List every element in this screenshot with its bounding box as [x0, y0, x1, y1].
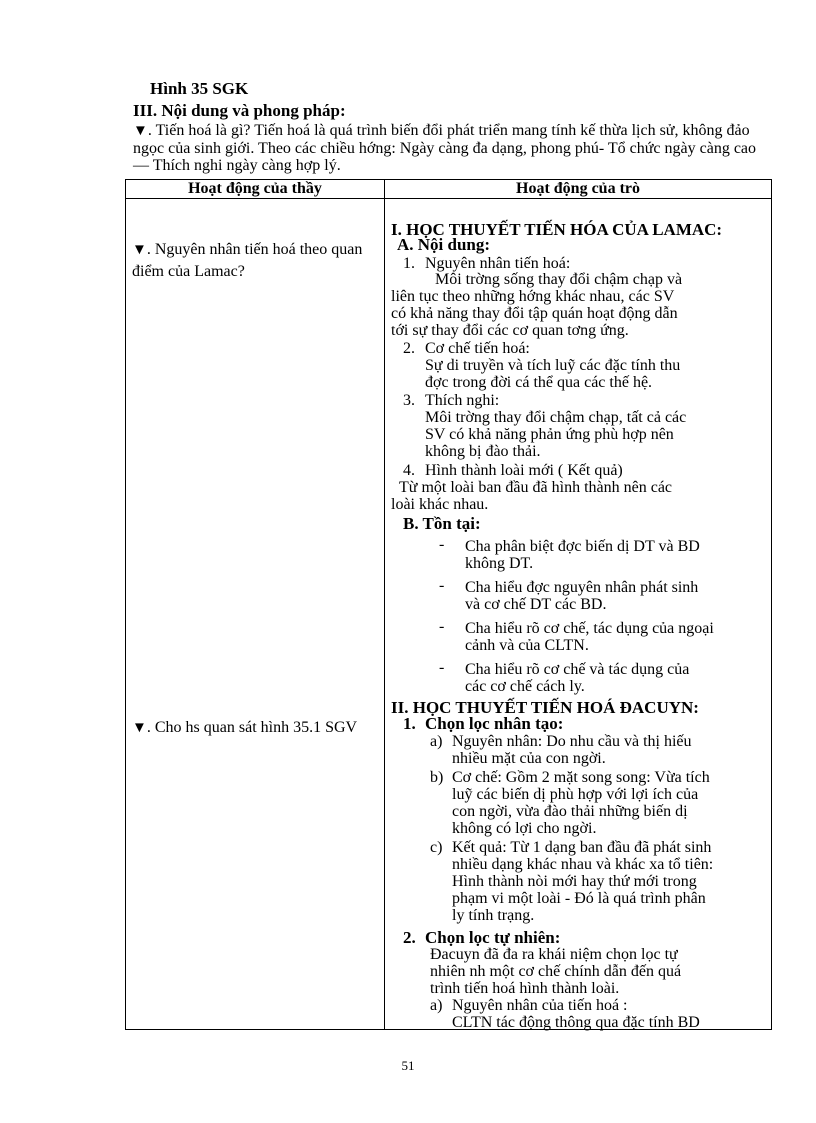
limitation-2-line: và cơ chế DT các BD. — [465, 596, 607, 613]
figure-reference: Hình 35 SGK — [150, 79, 249, 98]
intro-paragraph — [133, 122, 773, 174]
triangle-bullet-icon: ▼ — [132, 242, 147, 258]
sub-item-b-line: luỹ các biến dị phù hợp với lợi ích của — [452, 786, 699, 803]
limitation-1-line: Cha phân biệt đợc biến dị DT và BD — [465, 538, 700, 555]
sub-item-c: c) Kết quả: Từ 1 dạng ban đầu đã phát sinh — [430, 839, 712, 856]
item-4: 4. Hình thành loài mới ( Kết quả) — [403, 462, 623, 479]
artificial-selection-item: 1. Chọn lọc nhân tạo: — [403, 714, 564, 733]
item-3-line: không bị đào thải. — [425, 443, 541, 460]
natural-selection-line: Đacuyn đã đa ra khái niệm chọn lọc tự — [430, 946, 678, 963]
dash-bullet: - — [439, 536, 445, 553]
item-2: 2. Cơ chế tiến hoá: — [403, 340, 530, 357]
dash-bullet: - — [439, 659, 445, 676]
natural-selection-line: nhiên nh một cơ chế chính dẫn đến quá — [430, 963, 682, 980]
limitation-2-line: Cha hiểu đợc nguyên nhân phát sinh — [465, 579, 699, 596]
item-3: 3. Thích nghi: — [403, 392, 500, 409]
sub-item-b-line: con ngời, vừa đào thải những biến dị — [452, 803, 688, 820]
item-1-line: tới sự thay đổi các cơ quan tơng ứng. — [391, 322, 629, 339]
header-teacher: Hoạt động của thầy — [126, 180, 385, 199]
sub-item-a2-line: CLTN tác động thông qua đặc tính BD — [452, 1014, 700, 1031]
sub-item-a-line: nhiều mặt của con ngời. — [452, 750, 606, 767]
triangle-bullet-icon: ▼ — [132, 720, 147, 736]
section-2-title: II. HỌC THUYẾT TIẾN HOÁ ĐACUYN: — [391, 698, 699, 717]
natural-selection-line: trình tiến hoá hình thành loài. — [430, 980, 620, 997]
sub-item-c-line: phạm vi một loài - Đó là quá trình phân — [452, 890, 706, 907]
sub-item-c-line: Hình thành nòi mới hay thứ mới trong — [452, 873, 697, 890]
limitation-4-line: các cơ chế cách ly. — [465, 678, 585, 695]
limitation-1-line: không DT. — [465, 555, 534, 572]
dash-bullet: - — [439, 618, 445, 635]
section-heading: III. Nội dung và phong pháp: — [133, 101, 346, 120]
teacher-column — [126, 199, 385, 1030]
student-column — [385, 199, 772, 1030]
content-title: A. Nội dung: — [397, 235, 491, 254]
item-2-line: Sự di truyền và tích luỹ các đặc tính thu — [425, 357, 681, 374]
item-3-line: SV có khả năng phản ứng phù hợp nên — [425, 426, 674, 443]
sub-item-b: b) Cơ chế: Gồm 2 mặt song song: Vừa tích — [430, 769, 710, 786]
page-number: 51 — [401, 1058, 415, 1073]
intro-text: . Tiến hoá là gì? Tiến hoá là quá trình biến đổi phát triển mang tính kế thừa lịch sử, không đảo ngọc của sinh giới. Theo các chiều hớng: Ngày càng đa dạng, phong phú- Tổ chức ngày càng cao — Thích nghi ngày càng hợp lý. — [133, 122, 757, 174]
limitations-title: B. Tồn tại: — [403, 514, 481, 533]
teacher-question-1: ▼. Nguyên nhân tiến hoá theo quan điểm của Lamac? — [132, 241, 363, 280]
item-1-line: Môi trờng sống thay đổi chậm chạp và — [435, 271, 683, 288]
sub-item-b-line: không có lợi cho ngời. — [452, 820, 597, 837]
sub-item-c-line: nhiều dạng khác nhau và khác xa tổ tiên: — [452, 856, 714, 873]
header-student: Hoạt động của trò — [385, 180, 772, 199]
teacher-question-2: ▼. Cho hs quan sát hình 35.1 SGV — [132, 719, 358, 736]
item-4-line: Từ một loài ban đầu đã hình thành nên các — [399, 479, 673, 496]
item-4-line: loài khác nhau. — [391, 496, 489, 513]
activity-table — [125, 179, 772, 1030]
item-1: 1. Nguyên nhân tiến hoá: — [403, 255, 571, 272]
item-1-line: liên tục theo những hớng khác nhau, các SV — [391, 288, 675, 305]
limitation-4-line: Cha hiểu rõ cơ chế và tác dụng của — [465, 661, 690, 678]
item-1-line: có khả năng thay đổi tập quán hoạt động dẫn — [391, 305, 678, 322]
item-3-line: Môi trờng thay đổi chậm chạp, tất cả các — [425, 409, 687, 426]
limitation-3-line: Cha hiểu rõ cơ chế, tác dụng của ngoại — [465, 620, 714, 637]
sub-item-c-line: ly tính trạng. — [452, 907, 535, 924]
item-2-line: đợc trong đời cá thể qua các thế hệ. — [425, 374, 653, 391]
sub-item-a: a) Nguyên nhân: Do nhu cầu và thị hiếu — [430, 733, 692, 750]
triangle-bullet-icon: ▼ — [133, 123, 148, 139]
sub-item-a2: a) Nguyên nhân của tiến hoá : — [430, 997, 628, 1014]
limitation-3-line: cảnh và của CLTN. — [465, 637, 589, 654]
section-1-title: I. HỌC THUYẾT TIẾN HÓA CỦA LAMAC: — [391, 220, 723, 239]
natural-selection-item: 2. Chọn lọc tự nhiên: — [403, 928, 561, 947]
dash-bullet: - — [439, 577, 445, 594]
